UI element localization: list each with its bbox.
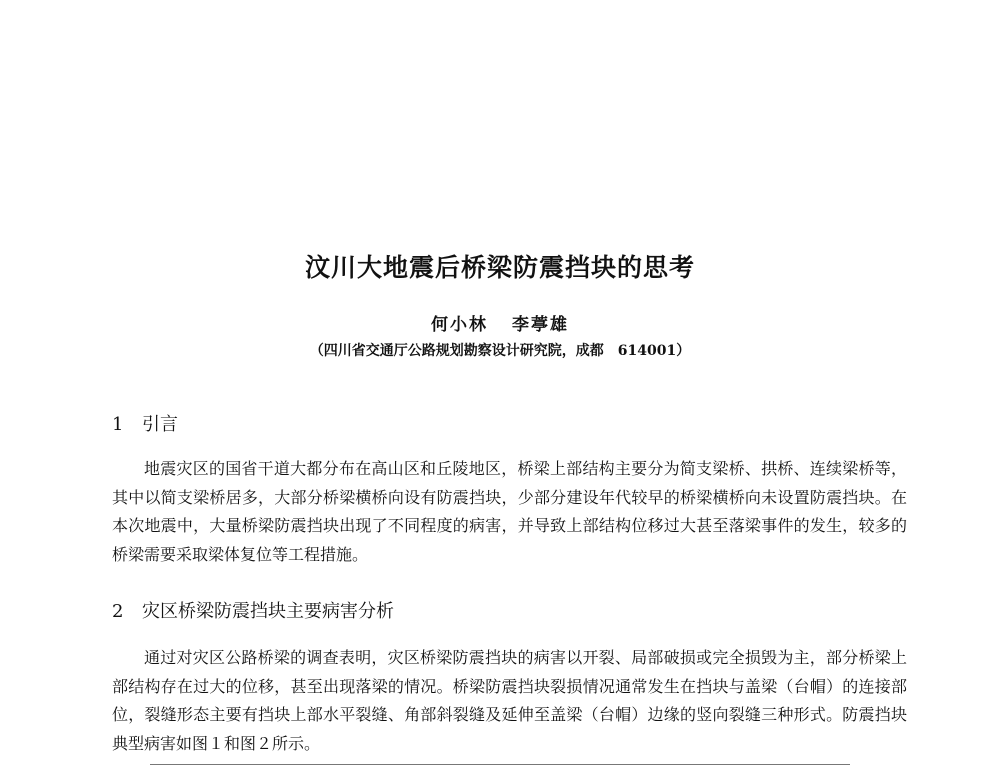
page-bottom-divider [150, 764, 850, 765]
section-title: 引言 [142, 414, 178, 435]
author-affiliation: （四川省交通厅公路规划勘察设计研究院，成都 614001） [309, 343, 691, 359]
section-title: 灾区桥梁防震挡块主要病害分析 [142, 601, 394, 622]
section-heading [112, 410, 178, 436]
paper-title: 汶川大地震后桥梁防震挡块的思考 [304, 253, 695, 282]
author-name: 李葶雄 [512, 315, 569, 335]
section-heading [112, 597, 394, 623]
author-name: 何小林 [431, 315, 488, 335]
section-paragraph: 地震灾区的国省干道大都分布在高山区和丘陵地区，桥梁上部结构主要分为简支梁桥、拱桥、连续梁桥等，其中以简支梁桥居多，大部分桥梁横桥向设有防震挡块，少部分建设年代较早的桥梁横桥向未设置防震挡块。在本次地震中，大量桥梁防震挡块出现了不同程度的病害，并导致上部结构位移过大甚至落梁事件的发生，较多的桥梁需要采取梁体复位等工程措施。 [112, 459, 907, 564]
section-number: 2 [112, 601, 124, 622]
section-number: 1 [112, 414, 124, 435]
author-list [0, 310, 1000, 335]
section-paragraph: 通过对灾区公路桥梁的调查表明，灾区桥梁防震挡块的病害以开裂、局部破损或完全损毁为主，部分桥梁上部结构存在过大的位移，甚至出现落梁的情况。桥梁防震挡块裂损情况通常发生在挡块与盖梁（台帽）的连接部位，裂缝形态主要有挡块上部水平裂缝、角部斜裂缝及延伸至盖梁（台帽）边缘的竖向裂缝三种形式。防震挡块典型病害如图１和图２所示。 [112, 648, 907, 753]
